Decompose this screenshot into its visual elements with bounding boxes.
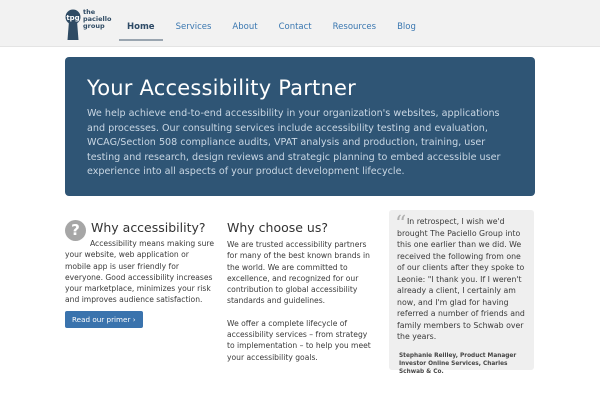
nav-contact[interactable]: Contact	[278, 22, 312, 32]
logo-line-paciello: paciello	[83, 15, 112, 23]
question-mark-icon: ?	[65, 220, 86, 241]
testimonial-card	[389, 210, 534, 375]
read-primer-button[interactable]: Read our primer ›	[65, 311, 143, 328]
testimonial-text: In retrospect, I wish we'd brought The Paciello Group into this one earlier than we did. We received the following from one of our clients after they spoke to Leonie: "I thank you. If I weren't already a client, I certainly am now, and I'm glad for having referred a number of friends and family members to Schwab over the years.	[397, 217, 525, 341]
why-choose-paragraph-1: We are trusted accessibility partners for many of the best known brands in the world. We are committed to excellence, and recognized for our contribution to global accessibility standards and guidelines.	[227, 240, 370, 306]
quote-mark-icon: “	[395, 212, 407, 237]
logo-line-group: group	[83, 22, 105, 30]
testimonial-citation: Stephanie Reilley, Product Manager Investor Online Services, Charles Schwab & Co.	[399, 352, 517, 375]
why-accessibility-title: Why accessibility?	[91, 220, 206, 235]
why-choose-paragraph-2: We offer a complete lifecycle of accessibility services – from strategy to implementation – to help you meet your accessibility goals.	[227, 318, 371, 362]
logo-line-the: the	[83, 8, 96, 16]
hero-body: We help achieve end-to-end accessibility in your organization's websites, applications and processes. Our consulting services include accessibility testing and evaluation, WCAG/Section 508 compliance audits, VPAT analysis and production, training, user testing and research, design reviews and strategic planning to embed accessible user experience into all aspects of your product development lifecycle.	[87, 108, 501, 178]
nav-home[interactable]: Home	[119, 0, 163, 41]
nav-blog[interactable]: Blog	[397, 22, 416, 32]
hero-title: Your Accessibility Partner	[87, 76, 356, 100]
why-choose-title: Why choose us?	[227, 220, 328, 235]
why-accessibility-text: Accessibility means making sure your website, web application or mobile app is user friendly for everyone. Good accessibility increases your marketplace, minimizes your risk and improves audience satisfaction.	[65, 239, 215, 305]
logo-monogram: tpg	[66, 14, 80, 22]
main-nav	[119, 0, 429, 47]
why-choose-section	[227, 218, 377, 363]
site-header	[0, 0, 600, 47]
logo-wordmark[interactable]	[83, 9, 111, 30]
nav-about[interactable]: About	[232, 22, 258, 32]
hero-banner	[65, 57, 535, 196]
nav-services[interactable]: Services	[175, 22, 212, 32]
nav-resources[interactable]: Resources	[332, 22, 377, 32]
